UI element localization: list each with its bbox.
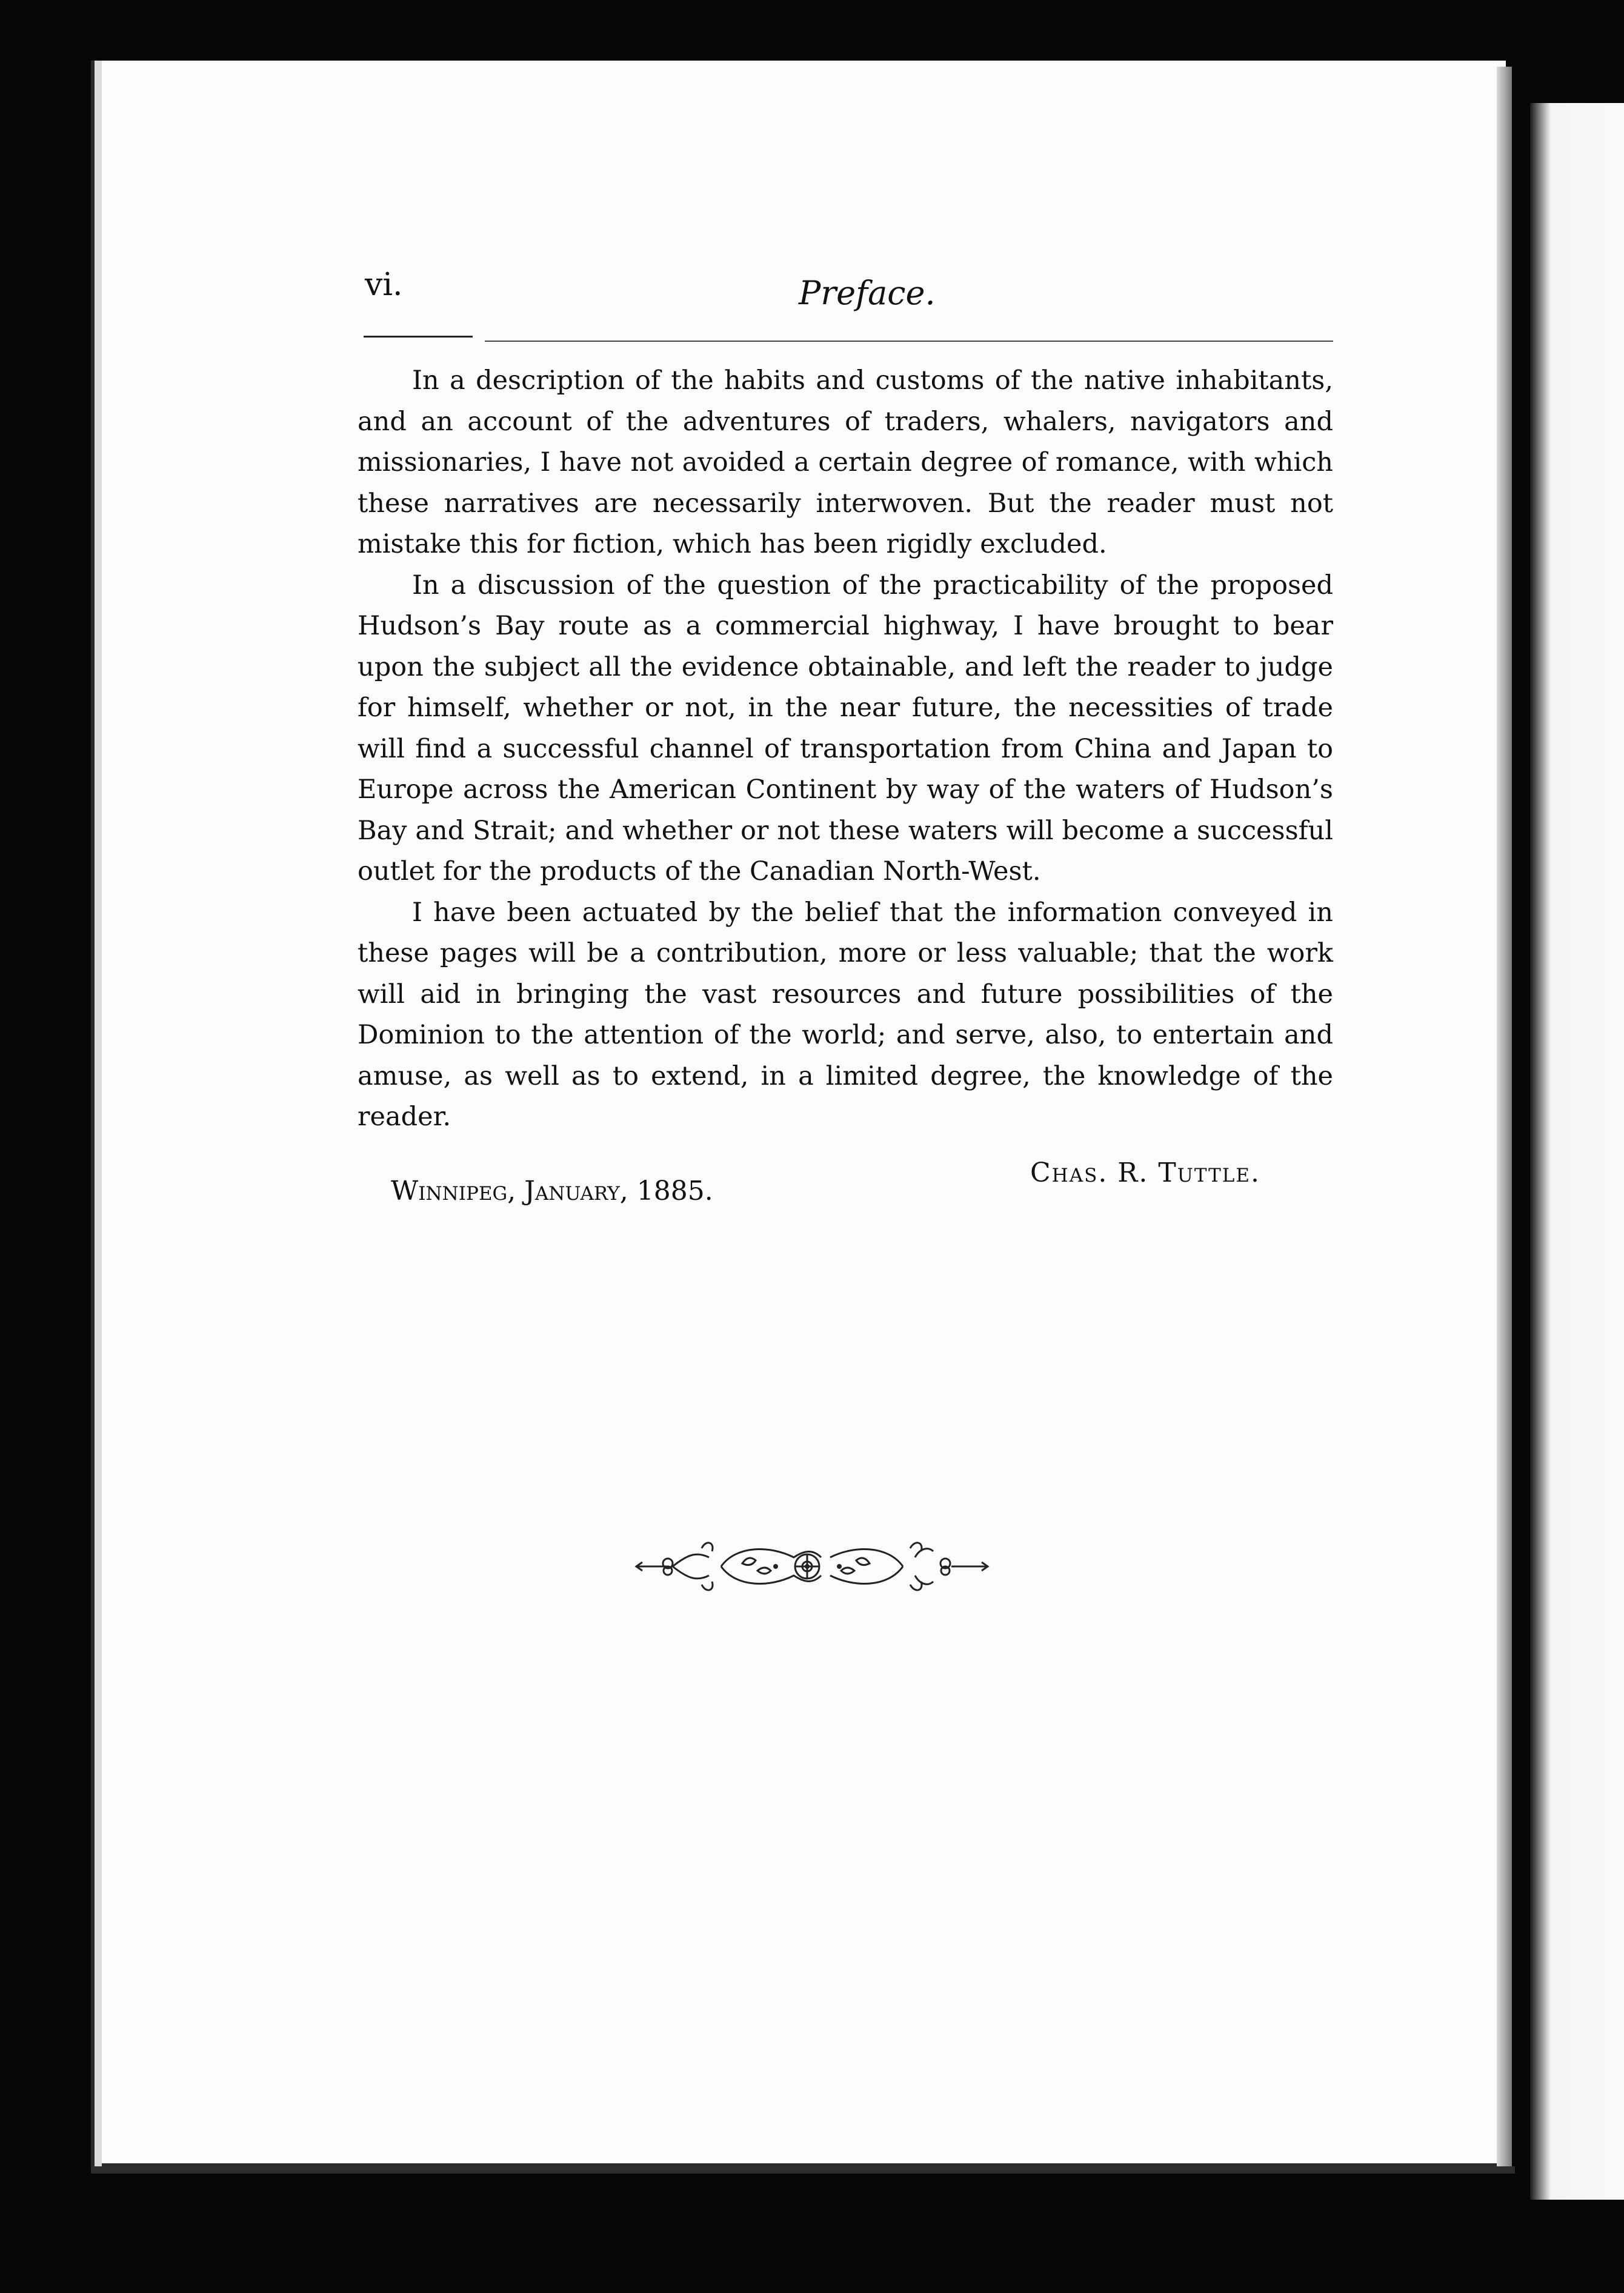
page-bottom-edge: [91, 2166, 1515, 2174]
running-head: Preface.: [799, 274, 936, 312]
paragraph-1: In a description of the habits and customs of the native inhabitants, and an account of the adventures of traders, whalers, navigators and missionaries, I have not avoided a certain degree of romance, with which these narratives are necessarily interwoven. But the reader must not mistake this for fiction, which has been rigidly excluded.: [358, 365, 1333, 559]
page-number: vi.: [365, 267, 403, 303]
adjacent-page-edge: [1530, 103, 1624, 2200]
paragraph-2: In a discussion of the question of the practicability of the proposed Hudson’s Bay route as a commercial highway, I have brought to bear upon the subject all the evidence obtainable, and left the reader to judge for himself, whether or not, in the near future, the necessities of trade will find a successful channel of transportation from China and Japan to Europe across the American Continent by way of the waters of Hudson’s Bay and Strait; and whether or not these waters will become a successful outlet for the products of the Canadian North-West.: [358, 570, 1333, 887]
header-rule-left: [364, 336, 473, 338]
floral-tailpiece-ornament-icon: [630, 1533, 994, 1600]
page-gutter-shadow: [1497, 67, 1512, 2169]
header-rule: [485, 341, 1333, 342]
author-signature: Chas. R. Tuttle.: [1030, 1157, 1261, 1188]
place-date: Winnipeg, January, 1885.: [391, 1176, 713, 1206]
preface-body: [358, 361, 1333, 1138]
paragraph-3: I have been actuated by the belief that the information conveyed in these pages will be a contribution, more or less valuable; that the work will aid in bringing the vast resources and future possibilities of the Dominion to the attention of the world; and serve, also, to entertain and amuse, as well as to extend, in a limited degree, the knowledge of the reader.: [358, 897, 1333, 1132]
